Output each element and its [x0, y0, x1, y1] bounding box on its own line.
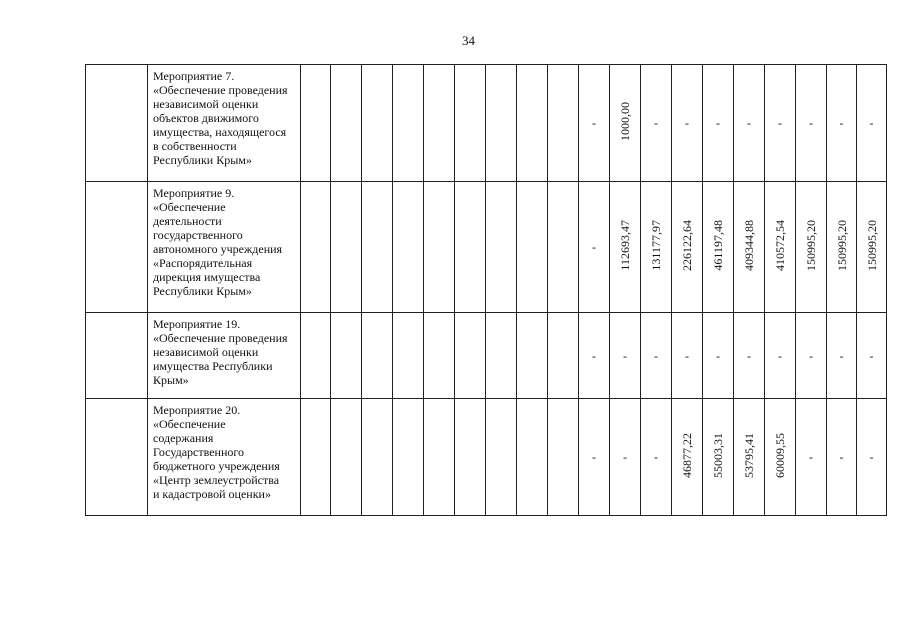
value-cell: [734, 182, 765, 313]
table-row: [86, 65, 887, 182]
value-cell: [610, 399, 641, 516]
value-cell: [827, 65, 857, 182]
value-cell: [796, 65, 827, 182]
dash-value: -: [869, 348, 874, 363]
dash-value: -: [869, 116, 874, 130]
activity-name: Мероприятие 9. «Обеспечение деятельности государственного автономного учреждения «Распорядительная дирекция имущества Республики Крым»: [153, 186, 283, 298]
value-cell: [857, 313, 887, 399]
dash-value: -: [654, 348, 658, 363]
page-number: 34: [462, 33, 475, 48]
amount-value: 461197,48: [711, 220, 725, 271]
value-cell: [641, 399, 672, 516]
value-cell: [765, 313, 796, 399]
empty-cell: [517, 399, 548, 516]
amount-value: 150995,20: [834, 220, 849, 271]
value-cell: [857, 65, 887, 182]
activity-name-cell: [148, 313, 301, 399]
dash-value: -: [809, 348, 813, 363]
value-cell: [579, 399, 610, 516]
value-cell: [579, 313, 610, 399]
dash-value: -: [685, 116, 689, 130]
empty-cell: [393, 399, 424, 516]
empty-cell: [424, 65, 455, 182]
empty-cell: [362, 65, 393, 182]
dash-value: -: [747, 116, 751, 130]
value-cell: [672, 65, 703, 182]
empty-cell: [517, 182, 548, 313]
empty-cell: [455, 65, 486, 182]
value-cell: [703, 65, 734, 182]
empty-cell: [424, 182, 455, 313]
amount-value: 226122,64: [680, 220, 694, 271]
row-number-cell: [86, 65, 148, 182]
value-cell: [857, 399, 887, 516]
dash-value: -: [839, 450, 844, 464]
dash-value: -: [839, 116, 844, 130]
amount-value: 112693,47: [618, 220, 632, 271]
empty-cell: [424, 399, 455, 516]
dash-value: -: [869, 450, 874, 464]
value-cell: [827, 399, 857, 516]
value-cell: [734, 65, 765, 182]
empty-cell: [331, 313, 362, 399]
row-number-cell: [86, 399, 148, 516]
dash-value: -: [839, 348, 844, 363]
value-cell: [672, 313, 703, 399]
value-cell: [703, 182, 734, 313]
table-row: [86, 399, 887, 516]
empty-cell: [331, 182, 362, 313]
amount-value: 60009,55: [773, 433, 787, 478]
value-cell: [857, 182, 887, 313]
empty-cell: [486, 313, 517, 399]
value-cell: [796, 399, 827, 516]
amount-value: 55003,31: [711, 433, 725, 478]
value-cell: [579, 65, 610, 182]
empty-cell: [393, 182, 424, 313]
empty-cell: [362, 313, 393, 399]
value-cell: [703, 313, 734, 399]
value-cell: [796, 182, 827, 313]
empty-cell: [331, 65, 362, 182]
amount-value: 150995,20: [864, 220, 879, 271]
dash-value: -: [778, 348, 782, 363]
empty-cell: [301, 399, 331, 516]
value-cell: [734, 313, 765, 399]
empty-cell: [301, 313, 331, 399]
value-cell: [827, 182, 857, 313]
empty-cell: [548, 65, 579, 182]
row-number-cell: [86, 313, 148, 399]
empty-cell: [331, 399, 362, 516]
amount-value: 46877,22: [680, 433, 694, 478]
empty-cell: [455, 399, 486, 516]
empty-cell: [517, 65, 548, 182]
empty-cell: [517, 313, 548, 399]
value-cell: [703, 399, 734, 516]
amount-value: 150995,20: [804, 220, 818, 271]
activity-name-cell: [148, 65, 301, 182]
dash-value: -: [654, 450, 658, 464]
activity-name: Мероприятие 20. «Обеспечение содержания Государственного бюджетного учреждения «Центр землеустройства и кадастровой оценки»: [153, 403, 280, 501]
value-cell: [641, 313, 672, 399]
value-cell: [827, 313, 857, 399]
table-row: [86, 182, 887, 313]
dash-value: -: [623, 450, 627, 464]
value-cell: [734, 399, 765, 516]
value-cell: [610, 313, 641, 399]
table-row: [86, 313, 887, 399]
dash-value: -: [592, 348, 596, 363]
empty-cell: [548, 182, 579, 313]
program-activities-table: [85, 64, 887, 516]
amount-value: 410572,54: [773, 220, 787, 271]
amount-value: 131177,97: [649, 220, 663, 271]
dash-value: -: [592, 116, 596, 130]
empty-cell: [362, 399, 393, 516]
empty-cell: [455, 182, 486, 313]
value-cell: [765, 65, 796, 182]
empty-cell: [301, 182, 331, 313]
empty-cell: [455, 313, 486, 399]
value-cell: [765, 399, 796, 516]
value-cell: [641, 182, 672, 313]
value-cell: [796, 313, 827, 399]
dash-value: -: [623, 348, 627, 363]
dash-value: -: [747, 348, 751, 363]
empty-cell: [362, 182, 393, 313]
empty-cell: [548, 399, 579, 516]
empty-cell: [486, 65, 517, 182]
dash-value: -: [592, 240, 596, 254]
activity-name-cell: [148, 182, 301, 313]
empty-cell: [424, 313, 455, 399]
dash-value: -: [685, 348, 689, 363]
empty-cell: [393, 313, 424, 399]
dash-value: -: [716, 116, 720, 130]
value-cell: [641, 65, 672, 182]
value-cell: [765, 182, 796, 313]
amount-value: 53795,41: [742, 433, 756, 478]
amount-value: 1000,00: [618, 102, 632, 141]
empty-cell: [548, 313, 579, 399]
activity-name: Мероприятие 19. «Обеспечение проведения независимой оценки имущества Республики Крым»: [153, 317, 288, 387]
dash-value: -: [654, 116, 658, 130]
dash-value: -: [716, 348, 720, 363]
value-cell: [579, 182, 610, 313]
empty-cell: [486, 399, 517, 516]
value-cell: [610, 65, 641, 182]
amount-value: 409344,88: [742, 220, 756, 271]
value-cell: [672, 399, 703, 516]
value-cell: [672, 182, 703, 313]
dash-value: -: [592, 450, 596, 464]
row-number-cell: [86, 182, 148, 313]
activity-name: Мероприятие 7. «Обеспечение проведения независимой оценки объектов движимого имущества, находящегося в собственности Республики Крым»: [153, 69, 288, 167]
empty-cell: [393, 65, 424, 182]
activity-name-cell: [148, 399, 301, 516]
empty-cell: [301, 65, 331, 182]
dash-value: -: [809, 450, 813, 464]
value-cell: [610, 182, 641, 313]
dash-value: -: [809, 116, 813, 130]
empty-cell: [486, 182, 517, 313]
dash-value: -: [778, 116, 782, 130]
